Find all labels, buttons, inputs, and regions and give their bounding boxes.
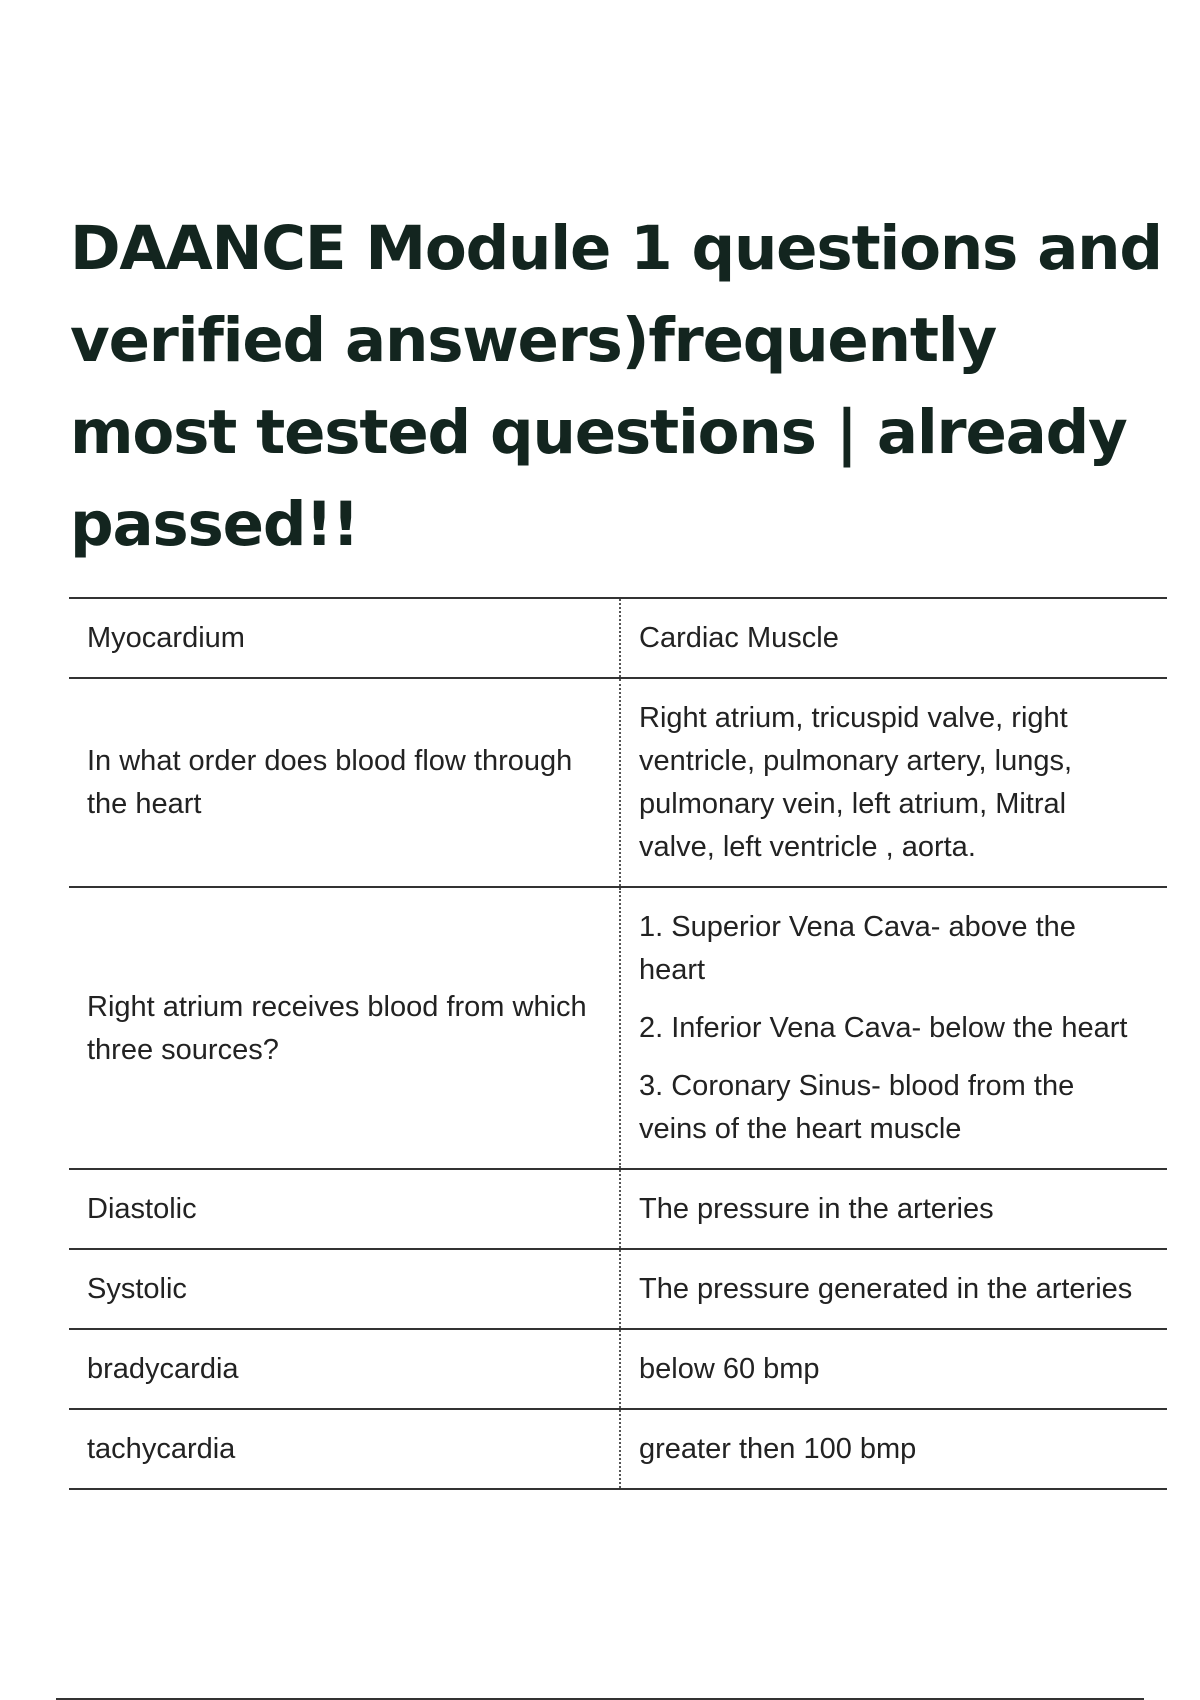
answer-text: The pressure generated in the arteries xyxy=(639,1273,1133,1305)
answer-cell xyxy=(620,598,1167,678)
answer-cell xyxy=(620,1329,1167,1409)
answer-cell xyxy=(620,678,1167,887)
table-row xyxy=(69,1409,1167,1489)
answer-text: 3. Coronary Sinus- blood from the veins of the heart muscle xyxy=(639,1070,1075,1145)
answer-text: Right atrium, tricuspid valve, right ventricle, pulmonary artery, lungs, pulmonary vein, left atrium, Mitral valve, left ventricle , aorta. xyxy=(639,702,1073,863)
term-cell: In what order does blood flow through the heart xyxy=(69,678,620,887)
answer-cell xyxy=(620,887,1167,1169)
term-cell: bradycardia xyxy=(69,1329,620,1409)
table-row xyxy=(69,887,1167,1169)
flashcard-table-body xyxy=(69,598,1167,1489)
answer-cell xyxy=(620,1169,1167,1249)
document-title: DAANCE Module 1 questions and verified answers)frequently most tested questions | already passed!! xyxy=(70,213,1162,560)
table-row xyxy=(69,1169,1167,1249)
term-cell: tachycardia xyxy=(69,1409,620,1489)
term-cell: Myocardium xyxy=(69,598,620,678)
answer-text: 2. Inferior Vena Cava- below the heart xyxy=(639,1012,1128,1044)
table-row xyxy=(69,1249,1167,1329)
answer-text: The pressure in the arteries xyxy=(639,1193,994,1225)
answer-text: greater then 100 bmp xyxy=(639,1433,917,1465)
answer-cell xyxy=(620,1249,1167,1329)
term-cell: Diastolic xyxy=(69,1169,620,1249)
term-cell: Systolic xyxy=(69,1249,620,1329)
table-row xyxy=(69,1329,1167,1409)
table-row xyxy=(69,598,1167,678)
answer-cell xyxy=(620,1409,1167,1489)
flashcard-table xyxy=(69,597,1167,1490)
answer-text: below 60 bmp xyxy=(639,1353,820,1385)
answer-text: 1. Superior Vena Cava- above the heart xyxy=(639,911,1076,986)
term-cell: Right atrium receives blood from which three sources? xyxy=(69,887,620,1169)
answer-text: Cardiac Muscle xyxy=(639,622,839,654)
table-row xyxy=(69,678,1167,887)
